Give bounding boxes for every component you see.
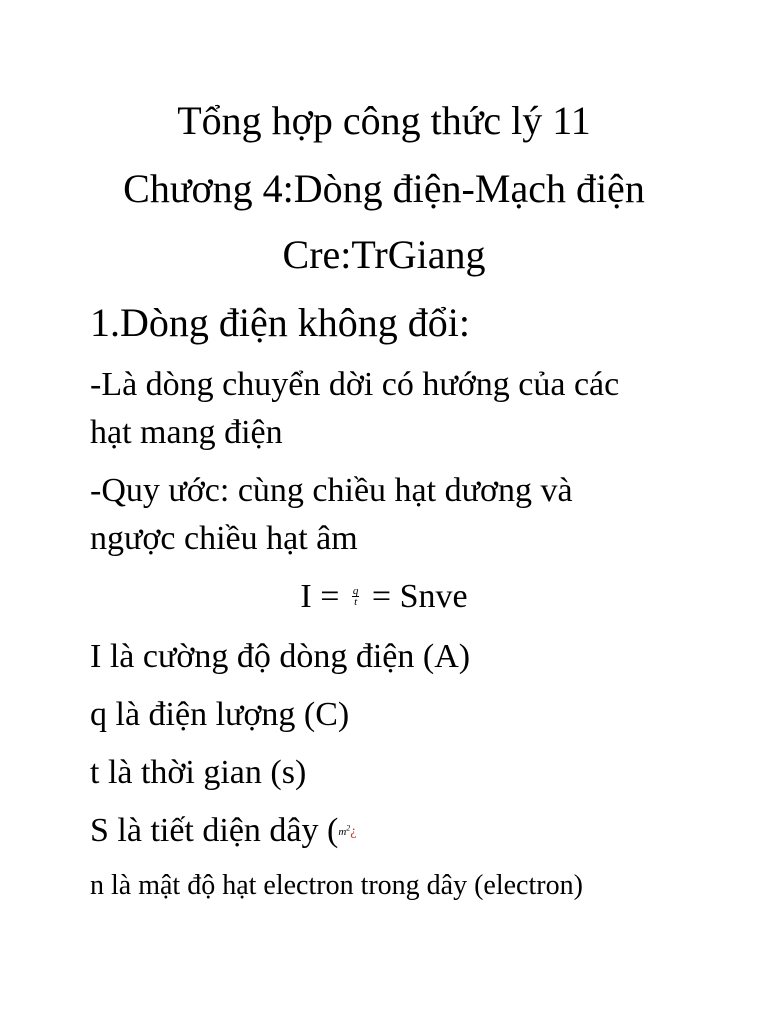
definition-line-1: -Là dòng chuyển dời có hướng của các [90, 366, 620, 403]
area-unit-base: m [338, 826, 347, 838]
definition-n: n là mật độ hạt electron trong dây (electron) [90, 870, 583, 901]
formula-fraction [352, 586, 360, 607]
convention-line-2: ngược chiều hạt âm [90, 520, 358, 557]
definition-t: t là thời gian (s) [90, 754, 307, 791]
area-unit-exponent: 2 [346, 823, 351, 833]
definition-S [90, 808, 750, 861]
document-title: Tổng hợp công thức lý 11 [177, 98, 591, 143]
chapter-title: Chương 4:Dòng điện-Mạch điện [123, 166, 645, 211]
broken-glyph: ¿ [350, 824, 357, 839]
formula-rhs: = Snve [371, 578, 468, 615]
credit-line: Cre:TrGiang [282, 232, 486, 277]
formula-current [0, 574, 768, 620]
definition-S-text: S là tiết diện dây ( [90, 812, 339, 849]
convention-line-1: -Quy ước: cùng chiều hạt dương và [90, 472, 573, 509]
formula-lhs: I = [300, 578, 340, 615]
section-heading: 1.Dòng điện không đổi: [90, 300, 470, 345]
area-unit [338, 823, 357, 839]
formula-denominator: t [354, 595, 358, 608]
definition-line-2: hạt mang điện [90, 414, 283, 451]
formula-numerator: q [352, 584, 359, 597]
definition-q: q là điện lượng (C) [90, 696, 350, 733]
definition-I: I là cường độ dòng điện (A) [90, 638, 471, 675]
